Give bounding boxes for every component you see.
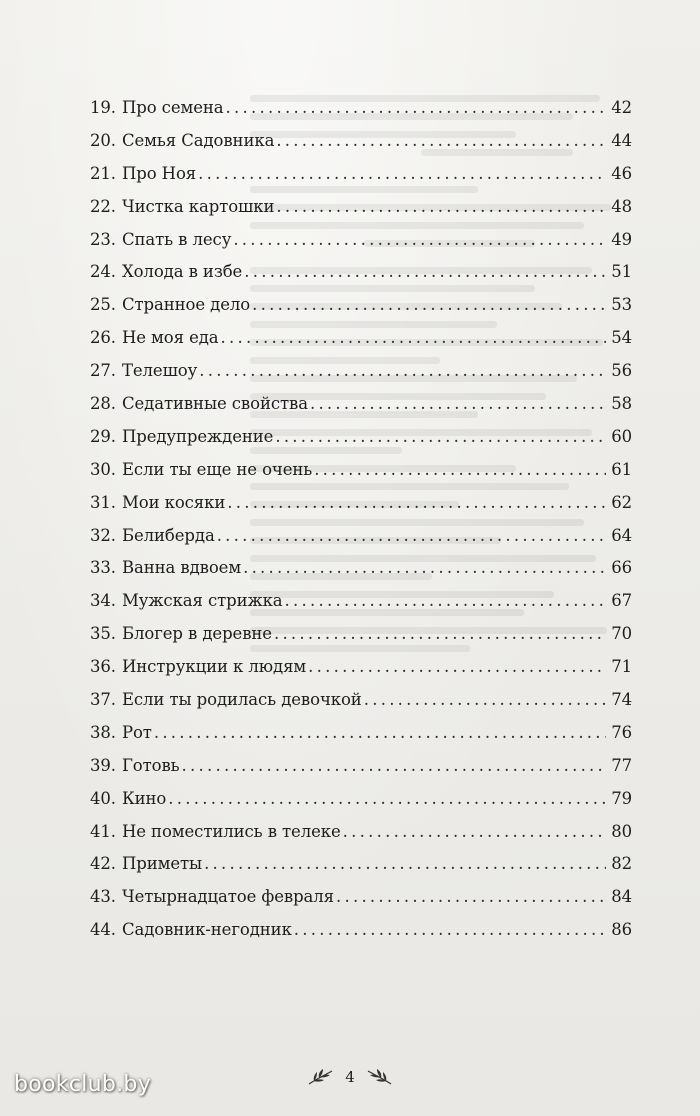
toc-entry — [90, 361, 632, 394]
toc-entry-title: Не моя еда — [121, 328, 219, 348]
toc-entry-title: Ванна вдвоем — [121, 558, 242, 578]
dot-leader — [198, 164, 606, 183]
toc-entry-number: 37. — [90, 690, 116, 710]
toc-entry — [90, 460, 632, 493]
toc-entry-number: 35. — [90, 624, 116, 644]
toc-entry-page: 71 — [611, 657, 632, 677]
toc-entry-page: 66 — [611, 558, 632, 578]
toc-entry-number: 44. — [90, 920, 116, 940]
dot-leader — [182, 756, 606, 775]
toc-entry-page: 56 — [611, 361, 632, 381]
toc-entry-number: 29. — [90, 426, 116, 446]
dot-leader — [217, 526, 606, 545]
toc-entry-page: 80 — [611, 821, 632, 841]
toc-entry-title: Садовник-негодник — [121, 920, 292, 940]
toc-entry-page: 76 — [611, 722, 632, 742]
toc-entry — [90, 230, 632, 263]
toc-entry-page: 46 — [611, 163, 632, 183]
toc-entry-page: 64 — [611, 525, 632, 545]
toc-entry-title: Белиберда — [121, 525, 215, 545]
toc-entry-title: Блогер в деревне — [121, 624, 272, 644]
toc-entry-number: 36. — [90, 657, 116, 677]
toc-entry-page: 82 — [611, 854, 632, 874]
toc-entry — [90, 690, 632, 723]
toc-entry-number: 41. — [90, 821, 116, 841]
toc-entry-number: 33. — [90, 558, 116, 578]
leaf-sprig-icon — [305, 1066, 335, 1088]
dot-leader — [336, 887, 606, 906]
toc-entry — [90, 427, 632, 460]
toc-entry-page: 42 — [611, 98, 632, 117]
toc-entry — [90, 526, 632, 559]
toc-entry — [90, 131, 632, 164]
toc-entry-title: Если ты родилась девочкой — [121, 690, 362, 710]
dot-leader — [274, 624, 606, 643]
dot-leader — [276, 131, 606, 150]
toc-entry — [90, 98, 632, 131]
watermark: bookclub.by — [14, 1072, 152, 1097]
toc-entry-page: 51 — [611, 262, 632, 282]
toc-entry-title: Холода в избе — [121, 262, 243, 282]
dot-leader — [168, 789, 606, 808]
toc-entry-page: 61 — [611, 459, 632, 479]
toc-entry — [90, 657, 632, 690]
toc-entry-number: 38. — [90, 722, 116, 742]
toc-entry-title: Семья Садовника — [121, 130, 275, 150]
toc-entry-page: 44 — [611, 130, 632, 150]
toc-entry — [90, 920, 632, 953]
dot-leader — [343, 822, 606, 841]
toc-entry-number: 21. — [90, 163, 116, 183]
toc-entry — [90, 756, 632, 789]
toc-entry-number: 26. — [90, 328, 116, 348]
dot-leader — [244, 262, 606, 281]
toc-entry — [90, 328, 632, 361]
toc-entry-page: 48 — [611, 196, 632, 216]
toc-entry-page: 53 — [611, 295, 632, 315]
toc-entry-number: 32. — [90, 525, 116, 545]
dot-leader — [221, 328, 606, 347]
dot-leader — [154, 723, 606, 742]
toc-entry-number: 34. — [90, 591, 116, 611]
dot-leader — [364, 690, 606, 709]
toc-entry-number: 19. — [90, 98, 116, 117]
dot-leader — [285, 591, 606, 610]
dot-leader — [275, 427, 606, 446]
toc-entry-title: Спать в лесу — [121, 229, 232, 249]
toc-entry — [90, 624, 632, 657]
dot-leader — [310, 394, 606, 413]
toc-entry-number: 30. — [90, 459, 116, 479]
toc-entry-title: Рот — [121, 722, 152, 742]
toc-entry — [90, 262, 632, 295]
toc-entry-number: 28. — [90, 394, 116, 414]
table-of-contents — [90, 98, 632, 953]
toc-entry — [90, 723, 632, 756]
toc-entry — [90, 394, 632, 427]
dot-leader — [252, 295, 606, 314]
dot-leader — [308, 657, 606, 676]
toc-entry-number: 24. — [90, 262, 116, 282]
toc-entry-page: 49 — [611, 229, 632, 249]
toc-entry-title: Телешоу — [121, 361, 198, 381]
toc-entry-page: 60 — [611, 426, 632, 446]
toc-entry-page: 67 — [611, 591, 632, 611]
toc-entry — [90, 822, 632, 855]
toc-entry-page: 62 — [611, 492, 632, 512]
dot-leader — [204, 854, 606, 873]
toc-entry — [90, 197, 632, 230]
toc-entry-title: Чистка картошки — [121, 196, 275, 216]
toc-entry-number: 31. — [90, 492, 116, 512]
toc-entry-number: 22. — [90, 196, 116, 216]
dot-leader — [199, 361, 606, 380]
toc-entry-title: Инструкции к людям — [121, 657, 307, 677]
toc-entry-title: Про семена — [121, 98, 224, 117]
dot-leader — [243, 558, 606, 577]
toc-entry-number: 39. — [90, 755, 116, 775]
toc-entry-page: 70 — [611, 624, 632, 644]
dot-leader — [294, 920, 606, 939]
toc-entry-title: Приметы — [121, 854, 203, 874]
toc-entry-number: 40. — [90, 788, 116, 808]
toc-entry-page: 77 — [611, 755, 632, 775]
toc-entry-title: Готовь — [121, 755, 180, 775]
toc-entry — [90, 295, 632, 328]
toc-entry — [90, 493, 632, 526]
toc-entry-title: Мои косяки — [121, 492, 226, 512]
toc-entry-page: 79 — [611, 788, 632, 808]
toc-entry-number: 25. — [90, 295, 116, 315]
toc-entry-number: 43. — [90, 887, 116, 907]
toc-entry — [90, 854, 632, 887]
dot-leader — [233, 230, 606, 249]
page-number: 4 — [345, 1068, 355, 1086]
toc-entry-number: 42. — [90, 854, 116, 874]
dot-leader — [227, 493, 606, 512]
toc-entry-number: 23. — [90, 229, 116, 249]
toc-entry-title: Предупреждение — [121, 426, 274, 446]
toc-entry-number: 20. — [90, 130, 116, 150]
leaf-sprig-icon — [365, 1066, 395, 1088]
toc-entry-title: Если ты еще не очень — [121, 459, 313, 479]
toc-entry-page: 74 — [611, 690, 632, 710]
toc-entry-title: Мужская стрижка — [121, 591, 283, 611]
toc-entry — [90, 164, 632, 197]
toc-entry-page: 58 — [611, 394, 632, 414]
toc-entry-page: 84 — [611, 887, 632, 907]
dot-leader — [276, 197, 606, 216]
toc-entry — [90, 887, 632, 920]
toc-entry-title: Не поместились в телеке — [121, 821, 341, 841]
toc-entry-page: 86 — [611, 920, 632, 940]
toc-entry — [90, 558, 632, 591]
dot-leader — [226, 98, 606, 117]
toc-entry-number: 27. — [90, 361, 116, 381]
toc-entry-title: Седативные свойства — [121, 394, 308, 414]
toc-entry-title: Про Ноя — [121, 163, 197, 183]
toc-entry-title: Четырнадцатое февраля — [121, 887, 334, 907]
toc-entry — [90, 789, 632, 822]
toc-entry-title: Кино — [121, 788, 167, 808]
toc-entry-page: 54 — [611, 328, 632, 348]
toc-entry — [90, 591, 632, 624]
toc-entry-title: Странное дело — [121, 295, 251, 315]
dot-leader — [314, 460, 606, 479]
